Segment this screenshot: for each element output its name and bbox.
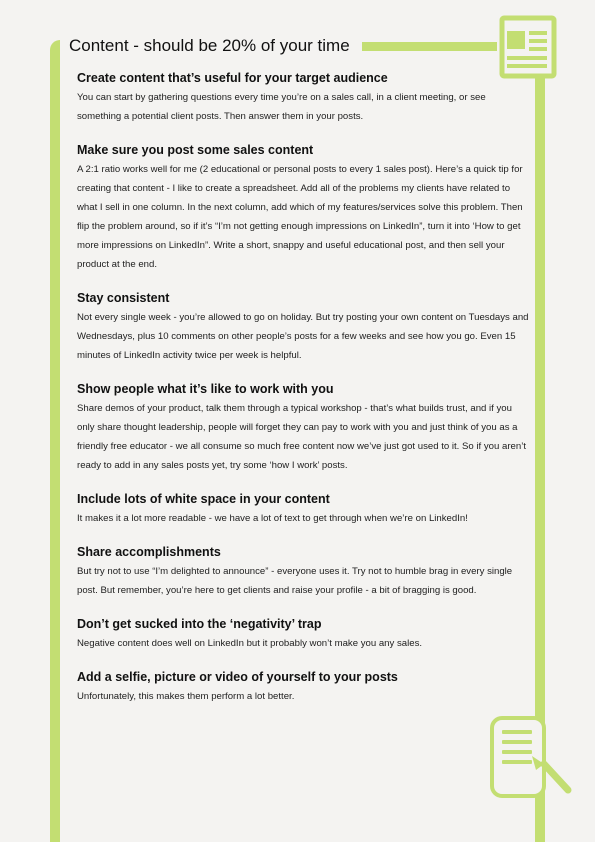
section-heading: Stay consistent <box>77 291 170 305</box>
section-sales-content <box>77 142 532 274</box>
section-body: You can start by gathering questions every time you’re on a sales call, in a client meeting, or see something a potential client posts. Then answer them in your posts. <box>77 92 486 122</box>
section-heading: Include lots of white space in your content <box>77 492 330 506</box>
section-body: Share demos of your product, talk them through a typical workshop - that’s what builds trust, and if you only share thought leadership, people will forget they can pay to work with you and just think of you as a friendly free educator - we all consume so much free content now we’ve just got used to it. So if you aren’t ready to add in any sales posts yet, try some ‘how I work’ posts. <box>77 403 527 471</box>
section-negativity-trap <box>77 616 532 653</box>
section-useful-content <box>77 70 532 126</box>
section-heading: Make sure you post some sales content <box>77 143 314 157</box>
section-heading: Share accomplishments <box>77 545 221 559</box>
left-frame-bar <box>50 40 60 842</box>
section-body: Negative content does well on LinkedIn but it probably won’t make you any sales. <box>77 638 423 649</box>
page-title: Content - should be 20% of your time <box>69 36 350 55</box>
title-accent-line <box>362 42 497 51</box>
section-body: Not every single week - you’re allowed to go on holiday. But try posting your own content on Tuesdays and Wednesdays, plus 10 comments on other people’s posts for a few weeks and see how you go. Even 15 minutes of LinkedIn activity twice per week is helpful. <box>77 312 529 361</box>
section-stay-consistent <box>77 290 532 365</box>
section-body: It makes it a lot more readable - we have a lot of text to get through when we’re on LinkedIn! <box>77 513 468 524</box>
section-body: A 2:1 ratio works well for me (2 educational or personal posts to every 1 sales post). Here’s a quick tip for creating that content - I like to create a spreadsheet. Add all of the problems my clients have related to what I sell in one column. In the next column, add which of my features/services solve this problem. Then flip the problem around, so if it’s “I’m not getting enough impressions on LinkedIn”, turn it into ‘How to get more impressions on LinkedIn”. Write a short, snappy and useful educational post, and then sell your product at the end. <box>77 164 523 270</box>
section-heading: Add a selfie, picture or video of yourself to your posts <box>77 670 398 684</box>
section-add-selfie <box>77 669 532 706</box>
content-body <box>77 70 532 706</box>
section-white-space <box>77 491 532 528</box>
section-heading: Show people what it’s like to work with you <box>77 382 334 396</box>
section-body: But try not to use “I’m delighted to announce” - everyone uses it. Try not to humble brag in every single post. But remember, you’re here to get clients and raise your profile - a bit of bragging is good. <box>77 566 513 596</box>
section-show-people <box>77 381 532 475</box>
section-heading: Create content that’s useful for your target audience <box>77 71 388 85</box>
section-body: Unfortunately, this makes them perform a lot better. <box>77 691 295 702</box>
notepad-pencil-icon <box>486 712 574 804</box>
section-accomplishments <box>77 544 532 600</box>
section-heading: Don’t get sucked into the ‘negativity’ trap <box>77 617 322 631</box>
